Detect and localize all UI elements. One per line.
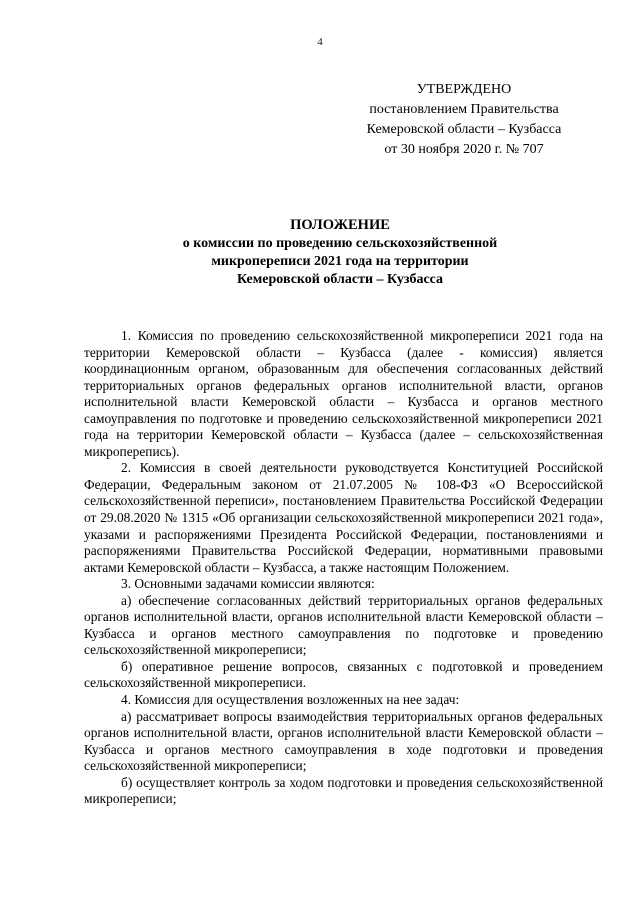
approval-line: Кемеровской области – Кузбасса — [366, 122, 562, 137]
paragraph: 3. Основными задачами комиссии являются: — [121, 576, 375, 592]
paragraph: б) осуществляет контроль за ходом подготовки и проведения сельскохозяйственной микропереписи; — [84, 774, 603, 807]
approval-heading: УТВЕРЖДЕНО — [416, 82, 512, 97]
document-title — [100, 216, 580, 289]
page-number: 4 — [317, 36, 323, 48]
paragraph: а) рассматривает вопросы взаимодействия территориальных органов федеральных органов исполнительной власти, органов исполнительной власти Кемеровской области – Кузбасса и органов местного самоуправления в ходе подготовки и проведения сельскохозяйственной микропереписи; — [84, 708, 603, 774]
approval-stamp — [354, 80, 574, 160]
title-line: Кемеровской области – Кузбасса — [236, 272, 444, 287]
paragraph: 4. Комиссия для осуществления возложенных на нее задач: — [121, 692, 460, 708]
title-main: ПОЛОЖЕНИЕ — [290, 217, 390, 233]
paragraph: 2. Комиссия в своей деятельности руководствуется Конституцией Российской Федерации, Федеральным законом от 21.07.2005 № 108-ФЗ «О Всероссийской сельскохозяйственной переписи», постановлением Правительства Российской Федерации от 29.08.2020 № 1315 «Об организации сельскохозяйственной микропереписи 2021 года», указами и распоряжениями Президента Российской Федерации, постановлениями и распоряжениями Правительства Российской Федерации, нормативными правовыми актами Кемеровской области – Кузбасса, а также настоящим Положением. — [84, 460, 603, 575]
paragraph: 1. Комиссия по проведению сельскохозяйственной микропереписи 2021 года на территории Кемеровской области – Кузбасса (далее - комиссия) является координационным органом, образованным для обеспечения согласованных действий территориальных органов федеральных органов исполнительной власти, органов исполнительной власти Кемеровской области – Кузбасса и органов местного самоуправления по подготовке и проведению сельскохозяйственной микропереписи 2021 года на территории Кемеровской области – Кузбасса (далее – сельскохозяйственная микроперепись). — [84, 328, 603, 459]
approval-line: постановлением Правительства — [369, 102, 559, 117]
document-body — [84, 328, 603, 808]
paragraph: а) обеспечение согласованных действий территориальных органов федеральных органов исполнительной власти, органов исполнительной власти Кемеровской области – Кузбасса и органов местного самоуправления по подготовке и проведению сельскохозяйственной микропереписи; — [84, 592, 603, 658]
title-line: микропереписи 2021 года на территории — [211, 254, 469, 269]
approval-line: от 30 ноября 2020 г. № 707 — [384, 142, 544, 157]
paragraph: б) оперативное решение вопросов, связанных с подготовкой и проведением сельскохозяйственной микропереписи. — [84, 658, 603, 691]
title-line: о комиссии по проведению сельскохозяйственной — [182, 236, 498, 251]
